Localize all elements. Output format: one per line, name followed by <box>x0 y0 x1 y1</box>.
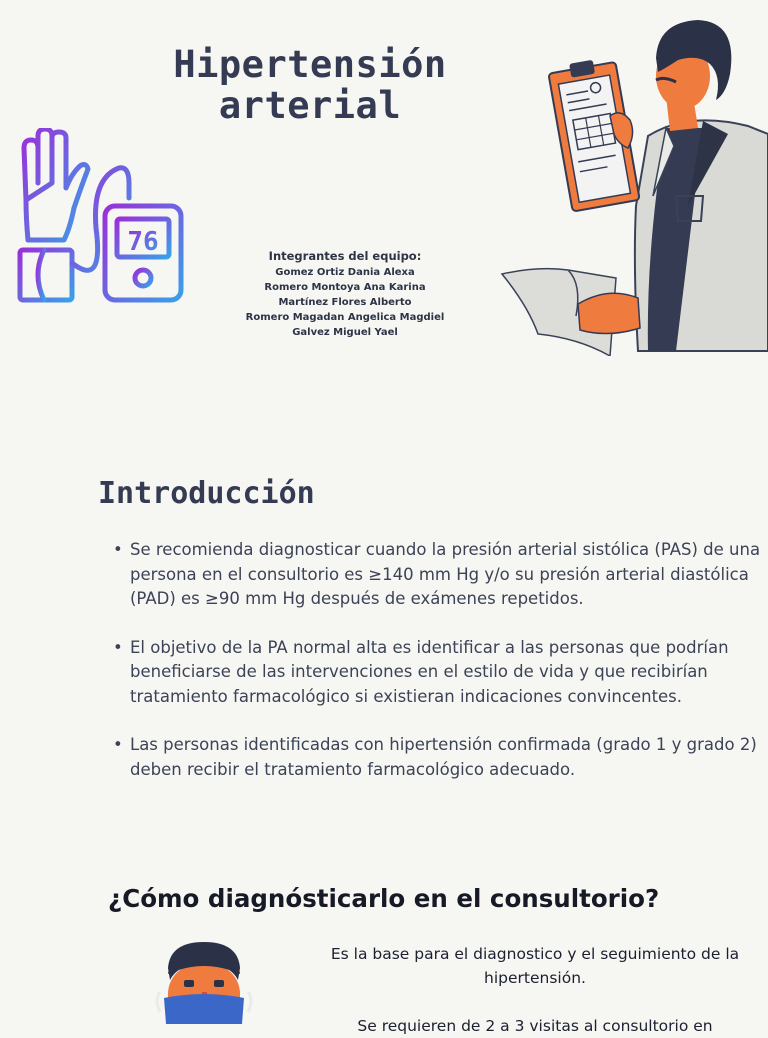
title-line-2: arterial <box>218 84 402 127</box>
doctor-illustration <box>498 16 768 356</box>
page-title <box>130 44 490 126</box>
intro-bullet-list <box>108 538 768 806</box>
team-member: Galvez Miguel Yael <box>292 327 398 338</box>
team-member: Martínez Flores Alberto <box>278 297 412 308</box>
diagnosis-paragraph-2: Se requieren de 2 a 3 visitas al consultorio en <box>357 1017 713 1035</box>
team-member: Romero Magadan Angelica Magdiel <box>245 312 445 323</box>
team-member: Gomez Ortiz Dania Alexa <box>275 267 415 278</box>
diagnosis-heading: ¿Cómo diagnósticarlo en el consultorio? <box>108 884 660 913</box>
intro-heading: Introducción <box>98 476 315 511</box>
patient-illustration <box>150 940 260 1024</box>
list-item: • Las personas identificadas con hipertensión confirmada (grado 1 y grado 2) deben recibir el tratamiento farmacológico adecuado. <box>130 733 768 782</box>
blood-pressure-monitor-icon <box>14 128 189 308</box>
title-line-1: Hipertensión <box>173 43 447 86</box>
team-member: Romero Montoya Ana Karina <box>264 282 426 293</box>
list-item: • El objetivo de la PA normal alta es identificar a las personas que podrían beneficiarse de las intervenciones en el estilo de vida y que recibirían tratamiento farmacológico si existieran indicaciones convincentes. <box>130 636 768 710</box>
diagnosis-paragraph-1: Es la base para el diagnostico y el seguimiento de la hipertensión. <box>330 945 740 987</box>
monitor-reading: 76 <box>127 227 159 257</box>
team-header: Integrantes del equipo: <box>268 249 422 263</box>
hand-icon <box>24 129 88 240</box>
list-item: • Se recomienda diagnosticar cuando la presión arterial sistólica (PAS) de una persona en el consultorio es ≥140 mm Hg y/o su presión arterial diastólica (PAD) es ≥90 mm Hg después de exámenes repetidos. <box>130 538 768 612</box>
team-list <box>220 248 470 340</box>
